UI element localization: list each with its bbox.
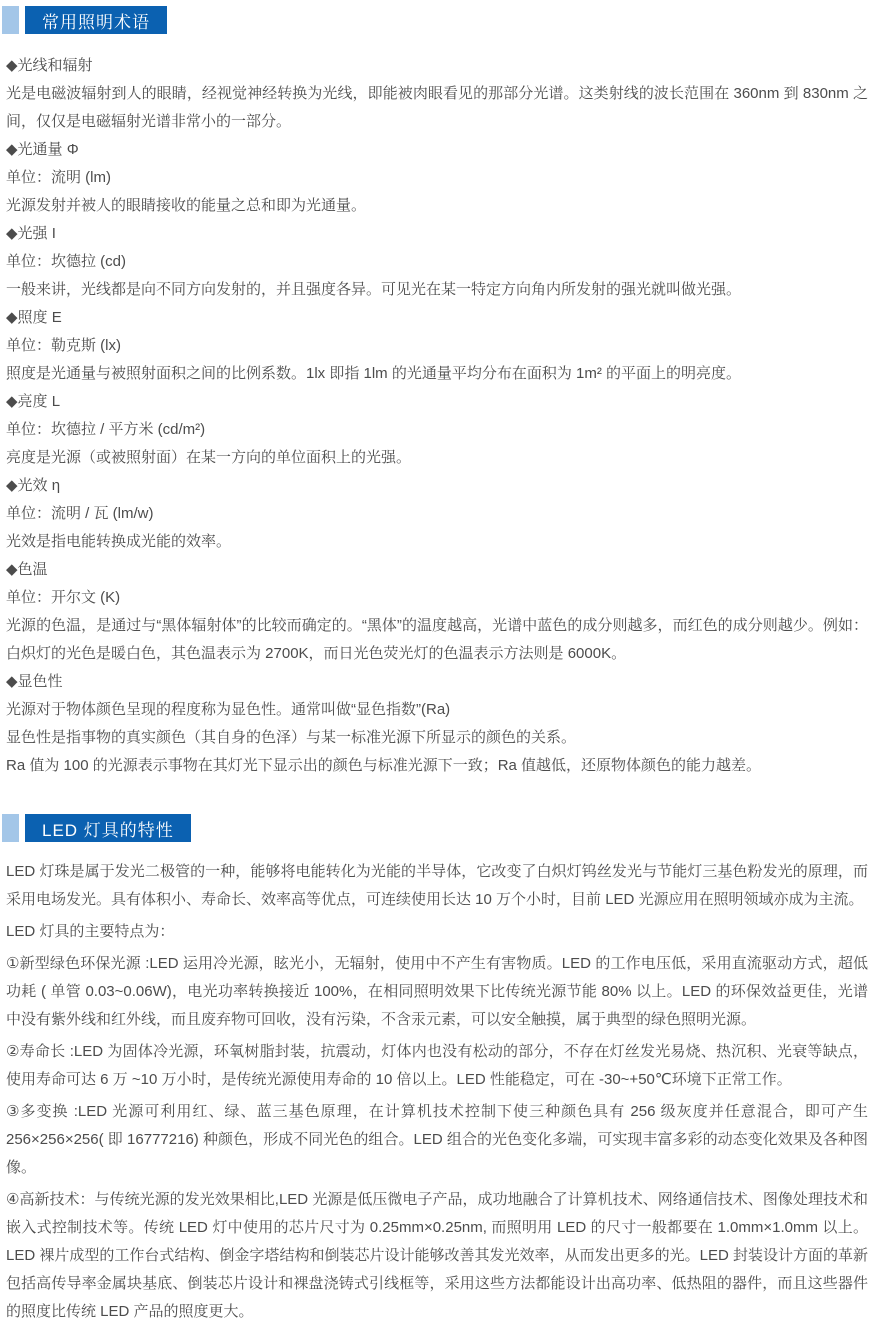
term-heading: ◆照度 E: [6, 309, 62, 326]
paragraph: 单位：坎德拉 (cd): [6, 253, 127, 270]
paragraph: 照度是光通量与被照射面积之间的比例系数。1lx 即指 1lm 的光通量平均分布在面积为 1m² 的平面上的明亮度。: [6, 365, 742, 382]
term-heading: ◆光线和辐射: [6, 57, 93, 74]
term-heading: ◆光通量 Φ: [6, 141, 79, 158]
paragraph: ②寿命长 :LED 为固体冷光源，环氧树脂封装，抗震动，灯体内也没有松动的部分，不存在灯丝发光易烧、热沉积、光衰等缺点，使用寿命可达 6 万 ~10 万小时，是传统光源使用寿命的 10 倍以上。LED 性能稳定，可在 -30~+50℃环境下正常工作。: [6, 1043, 868, 1088]
term-heading: ◆亮度 L: [6, 393, 61, 410]
paragraph: 光效是指电能转换成光能的效率。: [6, 533, 232, 550]
paragraph: 光源发射并被人的眼睛接收的能量之总和即为光通量。: [6, 197, 367, 214]
section-header-led: [2, 814, 874, 842]
paragraph: ①新型绿色环保光源 :LED 运用冷光源，眩光小，无辐射，使用中不产生有害物质。LED 的工作电压低，采用直流驱动方式，超低功耗 ( 单管 0.03~0.06W)，电光功率转换接近 100%，在相同照明效果下比传统光源节能 80% 以上。LED 的环保效益更佳，光谱中没有紫外线和红外线，而且废弃物可回收，没有污染，不含汞元素，可以安全触摸，属于典型的绿色照明光源。: [6, 955, 868, 1028]
section-title-led: LED 灯具的特性: [42, 820, 174, 840]
paragraph: 光源对于物体颜色呈现的程度称为显色性。通常叫做“显色指数”(Ra): [6, 701, 451, 718]
header-accent-square-icon: [2, 814, 19, 842]
paragraph: 一般来讲，光线都是向不同方向发射的，并且强度各异。可见光在某一特定方向角内所发射的强光就叫做光强。: [6, 281, 742, 298]
paragraph: Ra 值为 100 的光源表示事物在其灯光下显示出的颜色与标准光源下一致；Ra 值越低，还原物体颜色的能力越差。: [6, 757, 762, 774]
led-content: [0, 858, 874, 1326]
paragraph: 光是电磁波辐射到人的眼睛，经视觉神经转换为光线，即能被肉眼看见的那部分光谱。这类射线的波长范围在 360nm 到 830nm 之间，仅仅是电磁辐射光谱非常小的一部分。: [6, 85, 868, 130]
section-title-badge: [25, 6, 167, 34]
paragraph: 显色性是指事物的真实颜色（其自身的色泽）与某一标准光源下所显示的颜色的关系。: [6, 729, 577, 746]
section-header-terms: [2, 6, 874, 34]
paragraph: LED 灯具的主要特点为：: [6, 923, 175, 940]
term-heading: ◆光强 I: [6, 225, 56, 242]
paragraph: 单位：勒克斯 (lx): [6, 337, 121, 354]
header-accent-square-icon: [2, 6, 19, 34]
terms-content: [0, 52, 874, 780]
paragraph: 单位：开尔文 (K): [6, 589, 121, 606]
paragraph: 单位：流明 (lm): [6, 169, 111, 186]
paragraph: LED 灯珠是属于发光二极管的一种，能够将电能转化为光能的半导体，它改变了白炽灯钨丝发光与节能灯三基色粉发光的原理，而采用电场发光。具有体积小、寿命长、效率高等优点，可连续使用长达 10 万个小时，目前 LED 光源应用在照明领域亦成为主流。: [6, 863, 868, 908]
term-heading: ◆色温: [6, 561, 48, 578]
paragraph: 单位：坎德拉 / 平方米 (cd/m²): [6, 421, 206, 438]
paragraph: ③多变换 :LED 光源可利用红、绿、蓝三基色原理，在计算机技术控制下使三种颜色具有 256 级灰度并任意混合，即可产生 256×256×256( 即 16777216) 种颜色，形成不同光色的组合。LED 组合的光色变化多端，可实现丰富多彩的动态变化效果及各种图像。: [6, 1103, 868, 1176]
term-heading: ◆光效 η: [6, 477, 61, 494]
paragraph: ④高新技术：与传统光源的发光效果相比,LED 光源是低压微电子产品，成功地融合了计算机技术、网络通信技术、图像处理技术和嵌入式控制技术等。传统 LED 灯中使用的芯片尺寸为 0.25mm×0.25nm, 而照明用 LED 的尺寸一般都要在 1.0mm×1.0mm 以上。LED 裸片成型的工作台式结构、倒金字塔结构和倒装芯片设计能够改善其发光效率，从而发出更多的光。LED 封装设计方面的革新包括高传导率金属块基底、倒装芯片设计和裸盘浇铸式引线框等，采用这些方法都能设计出高功率、低热阻的器件，而且这些器件的照度比传统 LED 产品的照度更大。: [6, 1191, 868, 1320]
paragraph: 单位：流明 / 瓦 (lm/w): [6, 505, 154, 522]
paragraph: 亮度是光源（或被照射面）在某一方向的单位面积上的光强。: [6, 449, 412, 466]
term-heading: ◆显色性: [6, 673, 63, 690]
section-title-terms: 常用照明术语: [42, 12, 150, 32]
section-title-badge: [25, 814, 191, 842]
paragraph: 光源的色温，是通过与“黑体辐射体”的比较而确定的。“黑体”的温度越高，光谱中蓝色的成分则越多，而红色的成分则越少。例如：白炽灯的光色是暖白色，其色温表示为 2700K，而日光色荧光灯的色温表示方法则是 6000K。: [6, 617, 868, 662]
